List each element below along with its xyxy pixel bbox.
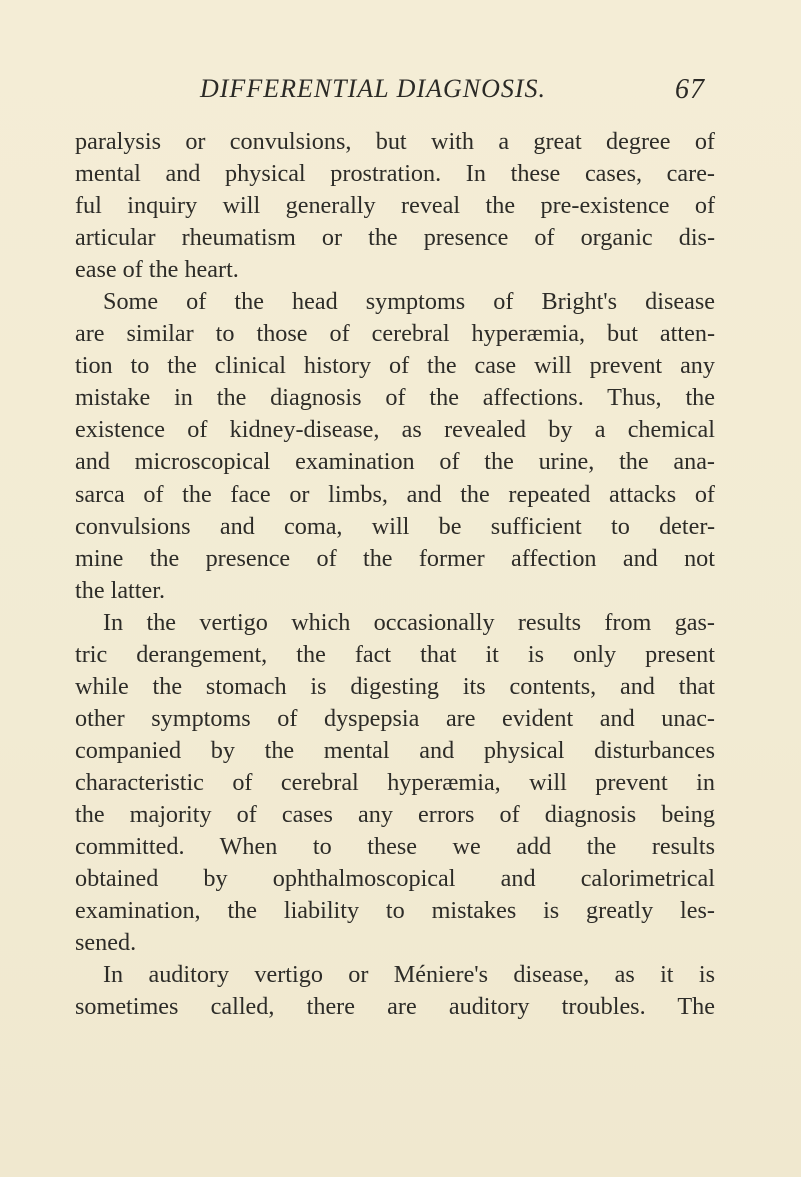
text-line: mine the presence of the former affection and not <box>75 544 715 572</box>
body-text <box>75 126 715 1023</box>
text-line: characteristic of cerebral hyperæmia, will prevent in <box>75 768 715 796</box>
text-line: ful inquiry will generally reveal the pre-existence of <box>75 192 715 220</box>
text-line: obtained by ophthalmoscopical and calorimetrical <box>75 865 715 893</box>
text-line: the latter. <box>75 576 165 604</box>
text-line: paralysis or convulsions, but with a great degree of <box>75 128 715 155</box>
text-line: In auditory vertigo or Méniere's disease, as it is <box>103 961 715 989</box>
text-line: are similar to those of cerebral hyperæmia, but atten- <box>75 320 715 348</box>
text-line: sometimes called, there are auditory troubles. The <box>75 993 715 1021</box>
text-line: Some of the head symptoms of Bright's disease <box>103 288 715 316</box>
text-line: the majority of cases any errors of diagnosis being <box>75 800 715 828</box>
text-line: sened. <box>75 929 137 957</box>
running-head <box>200 70 705 110</box>
running-title: DIFFERENTIAL DIAGNOSIS. <box>200 74 547 103</box>
page-number: 67 <box>675 74 705 105</box>
text-line: tric derangement, the fact that it is only present <box>75 640 715 668</box>
text-line: articular rheumatism or the presence of organic dis- <box>75 224 715 252</box>
text-line: examination, the liability to mistakes is greatly les- <box>75 897 715 925</box>
text-line: and microscopical examination of the urine, the ana- <box>75 448 715 476</box>
text-line: ease of the heart. <box>75 256 239 284</box>
text-line: other symptoms of dyspepsia are evident and unac- <box>75 704 715 732</box>
text-line: mental and physical prostration. In these cases, care- <box>75 160 715 188</box>
text-line: existence of kidney-disease, as revealed by a chemical <box>75 416 715 444</box>
text-line: companied by the mental and physical disturbances <box>75 736 715 764</box>
text-line: convulsions and coma, will be sufficient to deter- <box>75 512 715 540</box>
text-line: mistake in the diagnosis of the affections. Thus, the <box>75 384 715 412</box>
text-line: tion to the clinical history of the case will prevent any <box>75 352 715 380</box>
text-line: while the stomach is digesting its contents, and that <box>75 672 715 700</box>
text-line: committed. When to these we add the results <box>75 833 715 861</box>
text-line: sarca of the face or limbs, and the repeated attacks of <box>75 480 715 508</box>
text-line: In the vertigo which occasionally results from gas- <box>103 608 715 636</box>
